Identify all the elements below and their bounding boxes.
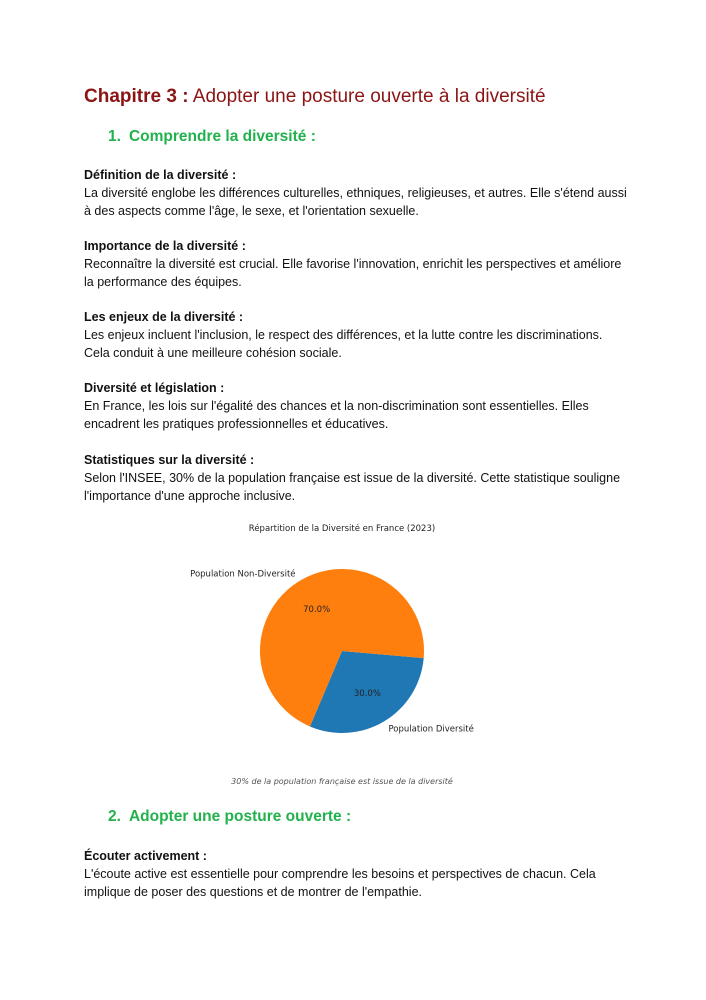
section-2-title: Adopter une posture ouverte : [128,808,352,825]
pie-category-label-1: Population Non-Diversité [190,569,296,580]
statistics-block [84,452,629,505]
legislation-block [84,380,629,433]
statistics-text: Selon l'INSEE, 30% de la population française est issue de la diversité. Cette statistique souligne l'importance d'une approche inclusive. [84,471,621,503]
challenges-text: Les enjeux incluent l'inclusion, le respect des différences, et la lutte contre les discriminations. Cela conduit à une meilleure cohésion sociale. [84,328,603,360]
section-2-heading [108,808,351,826]
diversity-pie-chart [150,515,560,795]
pie-pct-label-1: 70.0% [303,604,331,615]
chapter-title [84,86,546,108]
active-listening-term: Écouter activement : [84,849,207,863]
chart-title: Répartition de la Diversité en France (2023) [248,524,436,534]
challenges-block [84,309,629,362]
pie-category-label-0: Population Diversité [388,724,474,735]
section-1-number: 1. [108,128,121,145]
legislation-text: En France, les lois sur l'égalité des chances et la non-discrimination sont essentielles. Elles encadrent les pratiques professionnelles et éducatives. [84,399,589,431]
pie-slices [190,569,474,735]
pie-chart-svg [150,515,560,795]
chapter-title-text: Adopter une posture ouverte à la diversité [192,86,546,107]
statistics-term: Statistiques sur la diversité : [84,453,255,467]
active-listening-text: L'écoute active est essentielle pour comprendre les besoins et perspectives de chacun. Cela implique de poser des questions et de montrer de l'empathie. [84,867,596,899]
definition-block [84,167,629,220]
definition-text: La diversité englobe les différences culturelles, ethniques, religieuses, et autres. Elle s'étend aussi à des aspects comme l'âge, le sexe, et l'orientation sexuelle. [84,186,627,218]
section-1-title: Comprendre la diversité : [128,128,316,145]
definition-term: Définition de la diversité : [84,168,237,182]
importance-term: Importance de la diversité : [84,239,246,253]
pie-pct-label-0: 30.0% [353,689,381,700]
section-2-number: 2. [108,808,121,825]
legislation-term: Diversité et législation : [84,381,225,395]
importance-block [84,238,629,291]
importance-text: Reconnaître la diversité est crucial. Elle favorise l'innovation, enrichit les perspectives et améliore la performance des équipes. [84,257,622,289]
chart-caption: 30% de la population française est issue de la diversité [231,777,453,786]
section-1-heading [108,128,316,146]
chapter-lead: Chapitre 3 : [84,86,189,107]
challenges-term: Les enjeux de la diversité : [84,310,244,324]
active-listening-block [84,848,629,901]
